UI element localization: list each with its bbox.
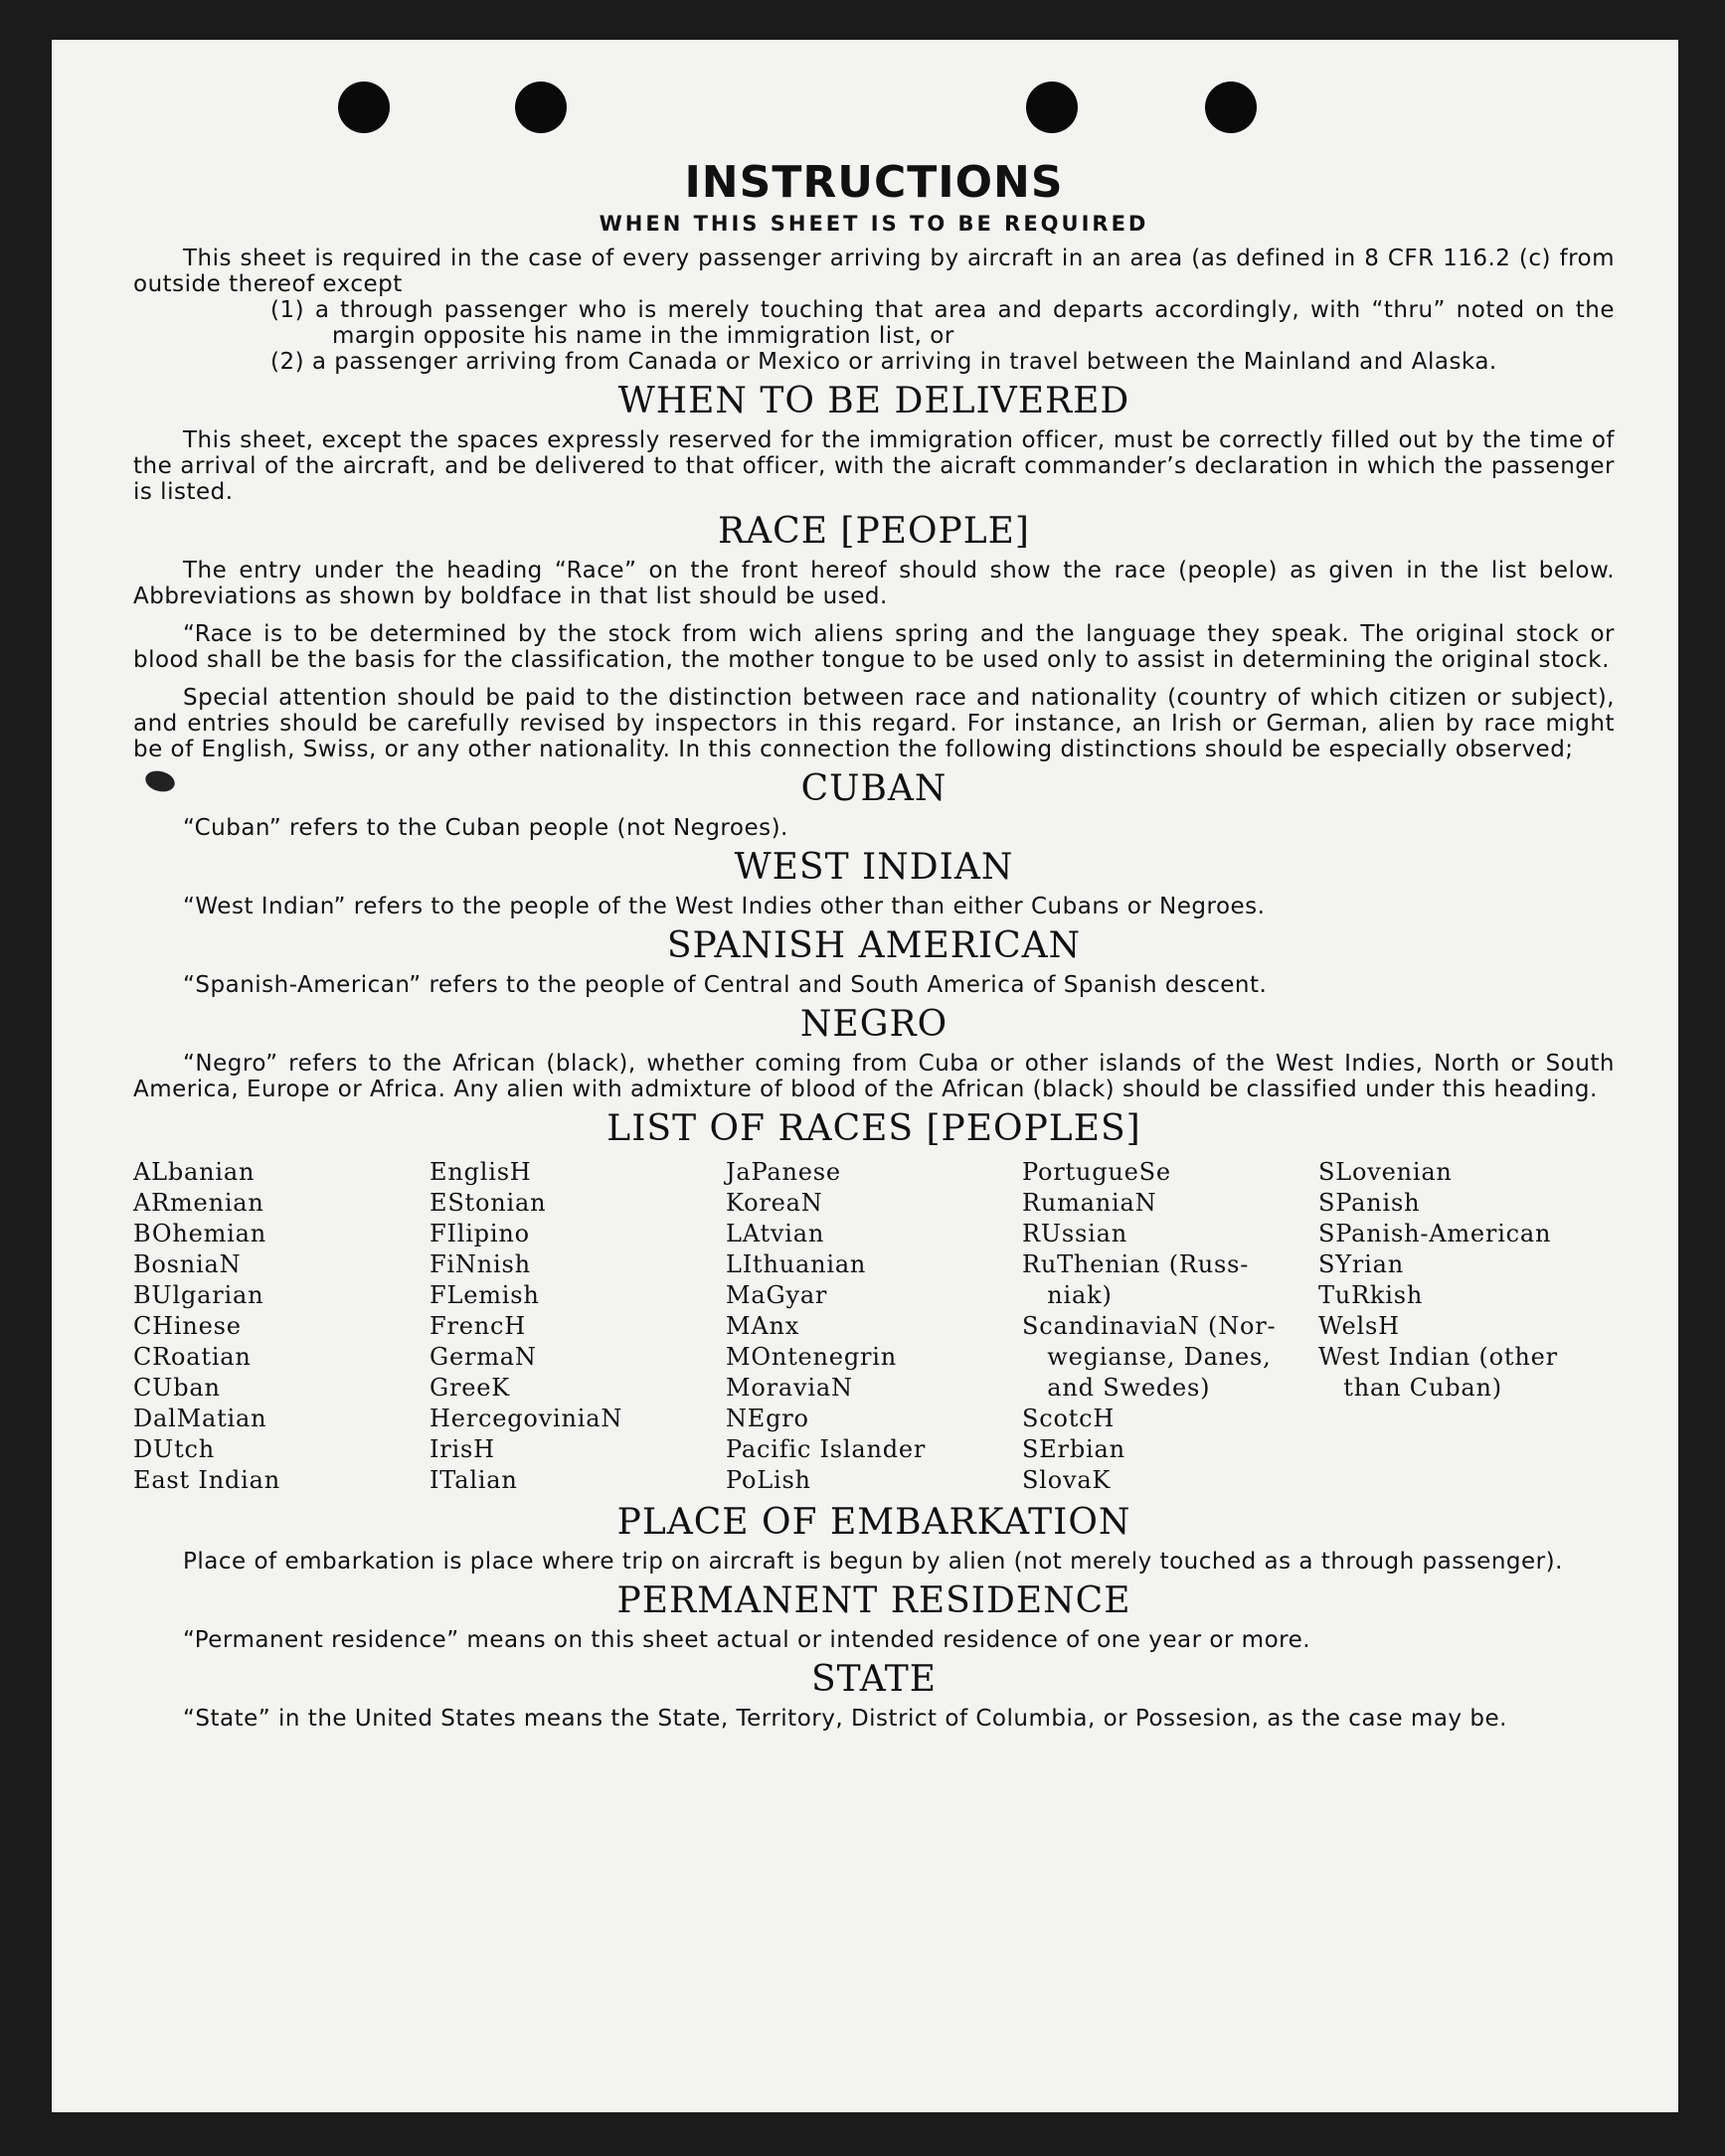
section-heading-race: RACE [PEOPLE]: [718, 511, 1030, 552]
race-entry: RUssian: [1022, 1220, 1127, 1247]
section-heading-delivered: WHEN TO BE DELIVERED: [617, 381, 1130, 421]
section-heading-spanish-american: SPANISH AMERICAN: [666, 925, 1082, 966]
race-entry: IrisH: [430, 1435, 495, 1463]
race-entry: WelsH: [1318, 1312, 1400, 1340]
race-entry: ScandinaviaN (Nor-: [1022, 1312, 1277, 1340]
race-entry: PoLish: [726, 1466, 811, 1494]
document-sheet: [52, 40, 1678, 2112]
section-heading-list-of-races: LIST OF RACES [PEOPLES]: [606, 1108, 1141, 1149]
race-entry: FIlipino: [430, 1220, 530, 1247]
page-title: INSTRUCTIONS: [684, 157, 1064, 208]
races-column: [726, 1157, 1022, 1496]
race-entry: FiNnish: [430, 1250, 531, 1278]
races-column: [1318, 1157, 1615, 1496]
race-entry: MAnx: [726, 1312, 800, 1340]
race-entry: CUban: [133, 1374, 221, 1402]
race-entry: MaGyar: [726, 1281, 828, 1309]
page-subtitle: WHEN THIS SHEET IS TO BE REQUIRED: [599, 212, 1149, 236]
race-entry: Pacific Islander: [726, 1435, 927, 1463]
race-entry: ALbanian: [133, 1158, 256, 1186]
section-heading-west-indian: WEST INDIAN: [734, 847, 1014, 888]
race-entry: ITalian: [430, 1466, 518, 1494]
race-entry: niak): [1022, 1281, 1113, 1309]
race-entry: RumaniaN: [1022, 1189, 1157, 1217]
section-heading-cuban: CUBAN: [800, 768, 948, 809]
punch-hole: [1026, 82, 1078, 133]
race-entry: SYrian: [1318, 1250, 1404, 1278]
race-entry: and Swedes): [1022, 1374, 1211, 1402]
race-entry: BOhemian: [133, 1220, 267, 1247]
race-entry: SPanish-American: [1318, 1220, 1552, 1247]
punch-hole: [338, 82, 390, 133]
race-entry: West Indian (other: [1318, 1343, 1558, 1371]
race-entry: DalMatian: [133, 1405, 267, 1432]
section-heading-residence: PERMANENT RESIDENCE: [616, 1580, 1131, 1621]
punch-hole: [1205, 82, 1257, 133]
race-entry: wegianse, Danes,: [1022, 1343, 1272, 1371]
punch-hole: [515, 82, 567, 133]
race-entry: NEgro: [726, 1405, 809, 1432]
west-indian-text: “West Indian” refers to the people of the West Indies other than either Cubans or Negroes.: [183, 894, 1266, 919]
cuban-text: “Cuban” refers to the Cuban people (not Negroes).: [183, 815, 788, 841]
negro-text: “Negro” refers to the African (black), whether coming from Cuba or other islands of the West Indies, North or South America, Europe or Africa. Any alien with admixture of blood of the African (black) should be classified under this heading.: [133, 1051, 1615, 1102]
race-entry: EnglisH: [430, 1158, 532, 1186]
residence-text: “Permanent residence” means on this sheet actual or intended residence of one year or more.: [183, 1627, 1311, 1653]
race-entry: FLemish: [430, 1281, 540, 1309]
race-entry: GermaN: [430, 1343, 537, 1371]
race-entry: MOntenegrin: [726, 1343, 897, 1371]
race-paragraph: The entry under the heading “Race” on the front hereof should show the race (people) as given in the list below. Abbreviations as shown by boldface in that list should be used.: [133, 558, 1615, 609]
embarkation-text: Place of embarkation is place where trip on aircraft is begun by alien (not merely touched as a through passenger).: [183, 1549, 1563, 1575]
instructions-content: [133, 157, 1615, 1732]
race-entry: ScotcH: [1022, 1405, 1116, 1432]
race-entry: MoraviaN: [726, 1374, 853, 1402]
race-entry: CRoatian: [133, 1343, 252, 1371]
exception-item: (1) a through passenger who is merely touching that area and departs accordingly, with “thru” noted on the margin opposite his name in the immigration list, or: [270, 297, 1615, 349]
race-entry: East Indian: [133, 1466, 280, 1494]
race-entry: HercegoviniaN: [430, 1405, 623, 1432]
race-entry: RuThenian (Russ-: [1022, 1250, 1250, 1278]
race-entry: SlovaK: [1022, 1466, 1112, 1494]
race-paragraph: “Race is to be determined by the stock from wich aliens spring and the language they speak. The original stock or blood shall be the basis for the classification, the mother tongue to be used only to assist in determining the original stock.: [133, 621, 1615, 673]
race-entry: EStonian: [430, 1189, 547, 1217]
race-entry: SLovenian: [1318, 1158, 1453, 1186]
races-list: [133, 1157, 1615, 1496]
intro-text: This sheet is required in the case of every passenger arriving by aircraft in an area (as defined in 8 CFR 116.2 (c) from outside thereof except: [133, 246, 1615, 297]
race-entry: ARmenian: [133, 1189, 264, 1217]
race-entry: PortugueSe: [1022, 1158, 1171, 1186]
delivered-text: This sheet, except the spaces expressly reserved for the immigration officer, must be correctly filled out by the time of the arrival of the aircraft, and be delivered to that officer, with the aicraft commander’s declaration in which the passenger is listed.: [133, 427, 1615, 505]
spanish-american-text: “Spanish-American” refers to the people of Central and South America of Spanish descent.: [183, 972, 1268, 998]
race-entry: DUtch: [133, 1435, 216, 1463]
race-entry: than Cuban): [1318, 1374, 1502, 1402]
section-heading-negro: NEGRO: [799, 1004, 949, 1045]
race-paragraph: Special attention should be paid to the distinction between race and nationality (country of which citizen or subject), and entries should be carefully revised by inspectors in this regard. For instance, an Irish or German, alien by race might be of English, Swiss, or any other nationality. In this connection the following distinctions should be especially observed;: [133, 685, 1615, 762]
race-entry: LAtvian: [726, 1220, 825, 1247]
state-text: “State” in the United States means the State, Territory, District of Columbia, or Possesion, as the case may be.: [183, 1706, 1507, 1732]
race-entry: GreeK: [430, 1374, 510, 1402]
section-heading-embarkation: PLACE OF EMBARKATION: [616, 1502, 1131, 1543]
races-column: [430, 1157, 726, 1496]
races-column: [1022, 1157, 1318, 1496]
race-entry: BUlgarian: [133, 1281, 264, 1309]
race-entry: KoreaN: [726, 1189, 823, 1217]
race-entry: CHinese: [133, 1312, 242, 1340]
race-entry: FrencH: [430, 1312, 526, 1340]
section-heading-state: STATE: [810, 1659, 938, 1700]
race-entry: TuRkish: [1318, 1281, 1424, 1309]
race-entry: JaPanese: [726, 1158, 841, 1186]
race-entry: LIthuanian: [726, 1250, 867, 1278]
race-entry: BosniaN: [133, 1250, 242, 1278]
race-entry: SPanish: [1318, 1189, 1421, 1217]
race-entry: SErbian: [1022, 1435, 1125, 1463]
exception-item: (2) a passenger arriving from Canada or Mexico or arriving in travel between the Mainland and Alaska.: [270, 349, 1497, 375]
races-column: [133, 1157, 430, 1496]
